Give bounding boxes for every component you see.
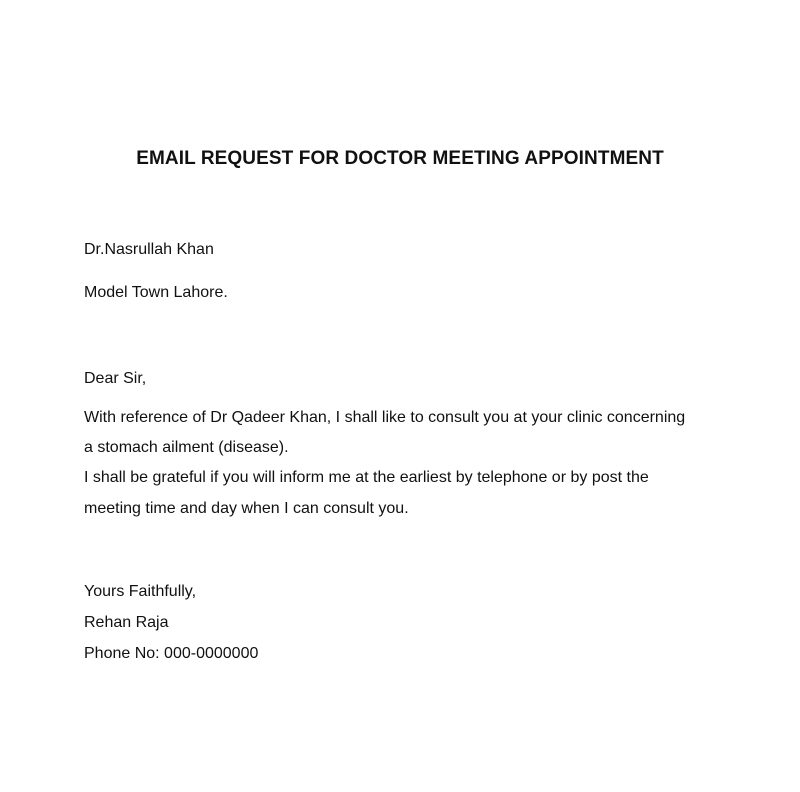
body-line: a stomach ailment (disease). [84,439,289,456]
sender-phone: Phone No: 000-0000000 [84,645,259,662]
document-title: EMAIL REQUEST FOR DOCTOR MEETING APPOINTMENT [136,148,664,169]
body-line: With reference of Dr Qadeer Khan, I shall like to consult you at your clinic concerning [84,409,686,426]
recipient-address: Model Town Lahore. [84,284,228,301]
closing: Yours Faithfully, [84,583,197,600]
body-line: meeting time and day when I can consult you. [84,500,409,517]
recipient-name: Dr.Nasrullah Khan [84,241,214,258]
salutation: Dear Sir, [84,370,147,387]
sender-name: Rehan Raja [84,614,169,631]
body-line: I shall be grateful if you will inform me at the earliest by telephone or by post the [84,469,649,486]
